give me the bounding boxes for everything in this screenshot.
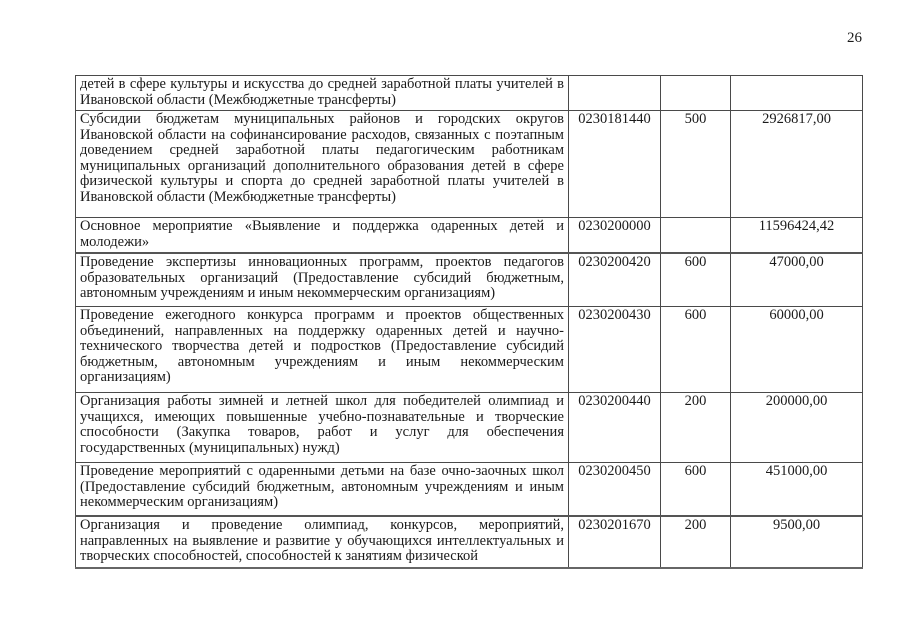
row-expense-type-cell: 500	[661, 111, 731, 218]
table-row	[76, 111, 863, 218]
table-row	[76, 393, 863, 463]
row-code-cell: 0230200440	[569, 393, 661, 463]
row-amount-cell: 60000,00	[731, 307, 863, 393]
table-row	[76, 253, 863, 307]
table-row	[76, 218, 863, 254]
row-amount-cell	[731, 76, 863, 111]
row-expense-type-cell: 200	[661, 393, 731, 463]
row-code-cell: 0230181440	[569, 111, 661, 218]
table-row	[76, 516, 863, 568]
row-description-cell: детей в сфере культуры и искусства до средней заработной платы учителей в Ивановской области (Межбюджетные трансферты)	[76, 76, 569, 111]
row-expense-type-cell: 600	[661, 307, 731, 393]
row-amount-cell: 451000,00	[731, 463, 863, 517]
row-expense-type-cell: 600	[661, 463, 731, 517]
row-amount-cell: 9500,00	[731, 516, 863, 568]
row-expense-type-cell: 600	[661, 253, 731, 307]
row-code-cell: 0230200450	[569, 463, 661, 517]
row-description-cell: Организация работы зимней и летней школ для победителей олимпиад и учащихся, имеющих повышенные учебно-познавательные и творческие способности (Закупка товаров, работ и услуг для обеспечения государственных (муниципальных) нужд)	[76, 393, 569, 463]
row-code-cell: 0230201670	[569, 516, 661, 568]
row-description-cell: Проведение экспертизы инновационных программ, проектов педагогов образовательных организаций (Предоставление субсидий бюджетным, автономным учреждениям и иным некоммерческим организациям)	[76, 253, 569, 307]
row-code-cell: 0230200420	[569, 253, 661, 307]
budget-table	[75, 75, 863, 569]
row-expense-type-cell	[661, 76, 731, 111]
row-description-cell: Основное мероприятие «Выявление и поддержка одаренных детей и молодежи»	[76, 218, 569, 254]
page-number: 26	[847, 30, 862, 46]
budget-table-body	[76, 76, 863, 568]
row-code-cell: 0230200430	[569, 307, 661, 393]
row-description-cell: Проведение мероприятий с одаренными детьми на базе очно-заочных школ (Предоставление субсидий бюджетным, автономным учреждениям и иным некоммерческим организациям)	[76, 463, 569, 517]
row-code-cell: 0230200000	[569, 218, 661, 254]
row-amount-cell: 2926817,00	[731, 111, 863, 218]
table-row	[76, 463, 863, 517]
table-row	[76, 307, 863, 393]
row-amount-cell: 11596424,42	[731, 218, 863, 254]
table-row	[76, 76, 863, 111]
row-code-cell	[569, 76, 661, 111]
row-amount-cell: 47000,00	[731, 253, 863, 307]
row-description-cell: Проведение ежегодного конкурса программ и проектов общественных объединений, направленных на поддержку одаренных детей и научно-технического творчества детей и подростков (Предоставление субсидий бюджетным, автономным учреждениям и иным некоммерческим организациям)	[76, 307, 569, 393]
row-amount-cell: 200000,00	[731, 393, 863, 463]
row-expense-type-cell	[661, 218, 731, 254]
row-expense-type-cell: 200	[661, 516, 731, 568]
row-description-cell: Организация и проведение олимпиад, конкурсов, мероприятий, направленных на выявление и развитие у обучающихся интеллектуальных и творческих способностей, способностей к занятиям физической	[76, 516, 569, 568]
row-description-cell: Субсидии бюджетам муниципальных районов и городских округов Ивановской области на софинансирование расходов, связанных с поэтапным доведением средней заработной платы педагогическим работникам муниципальных организаций дополнительного образования детей в сфере физической культуры и спорта до средней заработной платы учителей в Ивановской области (Межбюджетные трансферты)	[76, 111, 569, 218]
